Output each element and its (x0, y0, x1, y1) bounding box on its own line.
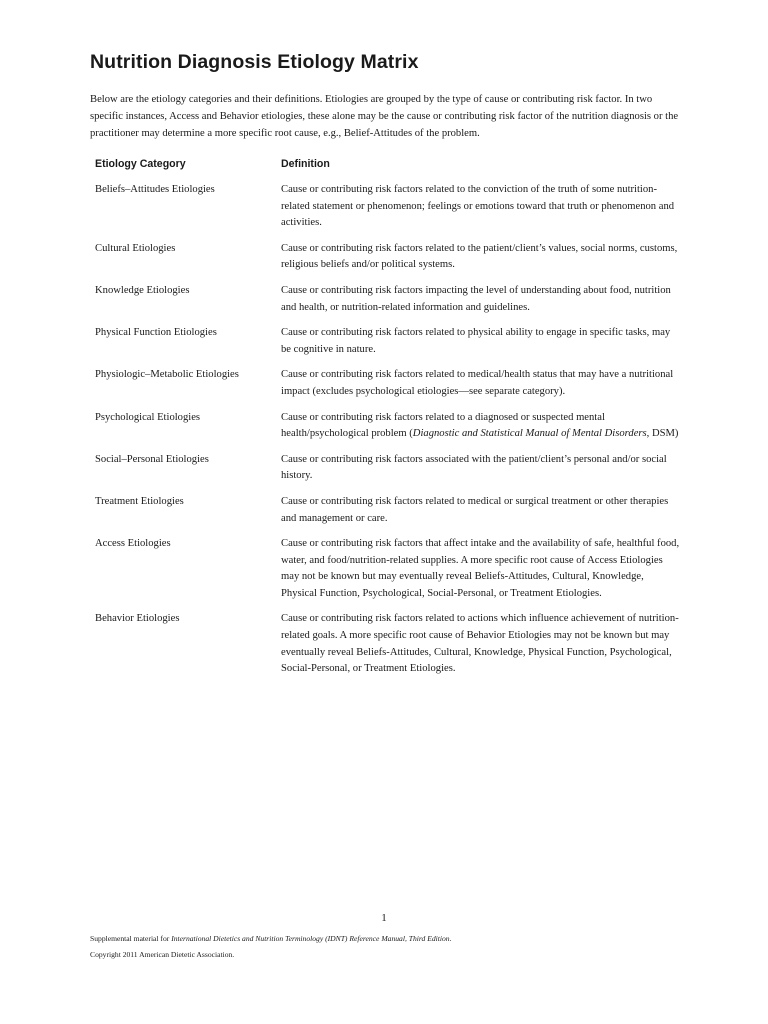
dsm-title-italic: Diagnostic and Statistical Manual of Mental Disorders (412, 428, 647, 440)
column-header-category: Etiology Category (95, 158, 186, 170)
table-row (90, 283, 690, 316)
etiology-definition (281, 410, 686, 443)
table-row (90, 241, 690, 274)
etiology-definition: Cause or contributing risk factors impacting the level of understanding about food, nutrition and health, or nutrition-related information and guidelines. (281, 284, 671, 313)
etiology-category: Beliefs–Attitudes Etiologies (95, 184, 215, 195)
page-title: Nutrition Diagnosis Etiology Matrix (90, 51, 419, 73)
definition-text: Cause or contributing risk factors related to a diagnosed or suspected mental health/psychological problem ( (281, 411, 605, 440)
table-row (90, 536, 690, 602)
page-number: 1 (381, 912, 387, 924)
etiology-category: Behavior Etiologies (95, 613, 180, 625)
table-row (90, 410, 690, 443)
etiology-definition: Cause or contributing risk factors related to physical ability to engage in specific tasks, may be cognitive in nature. (281, 327, 671, 355)
etiology-category: Social–Personal Etiologies (95, 453, 209, 465)
table-row (90, 325, 690, 358)
etiology-definition: Cause or contributing risk factors associated with the patient/client’s personal and/or social history. (281, 453, 667, 482)
etiology-definition: Cause or contributing risk factors related to the conviction of the truth of some nutrition-related statement or phenomenon; feelings or emotions toward that truth or phenomenon and activities. (281, 184, 675, 229)
table-header-row (90, 156, 690, 182)
intro-paragraph: Below are the etiology categories and their definitions. Etiologies are grouped by the type of cause or contributing risk factor. In two specific instances, Access and Behavior etiologies, these alone may be the cause or contributing risk factor of the nutrition diagnosis or the practitioner may determine a more specific root cause, e.g., Belief-Attitudes of the problem. (90, 94, 679, 139)
etiology-definition: Cause or contributing risk factors related to medical/health status that may have a nutritional impact (excludes psychological etiologies—see separate category). (281, 369, 674, 397)
table-row (90, 182, 690, 232)
footer-copyright: Copyright 2011 American Dietetic Association. (90, 950, 235, 959)
etiology-category: Knowledge Etiologies (95, 284, 190, 296)
etiology-definition: Cause or contributing risk factors related to actions which influence achievement of nutrition-related goals. A more specific root cause of Behavior Etiologies may not be known but may eventually reveal Beliefs-Attitudes, Cultural, Knowledge, Physical Function, Psychological, Social-Personal, or Treatment Etiologies. (281, 613, 679, 675)
footer-supplemental (90, 934, 452, 943)
etiology-category: Access Etiologies (95, 538, 171, 550)
etiology-definition: Cause or contributing risk factors related to medical or surgical treatment or other therapies and management or care. (281, 495, 669, 524)
column-header-definition: Definition (281, 158, 330, 170)
table-row (90, 367, 690, 400)
etiology-definition: Cause or contributing risk factors that affect intake and the availability of safe, healthful food, water, and food/nutrition-related supplies. A more specific root cause of Access Etiologies may not be known but may eventually reveal Beliefs-Attitudes, Cultural, Knowledge, Physical Function, Psychological, Social-Personal, or Treatment Etiologies. (281, 538, 680, 599)
etiology-category: Psychological Etiologies (95, 411, 201, 423)
etiology-category: Treatment Etiologies (95, 495, 184, 507)
etiology-category: Cultural Etiologies (95, 242, 176, 254)
footer-supplemental-prefix: Supplemental material for (90, 934, 172, 943)
definition-text: , DSM) (646, 428, 679, 440)
etiology-matrix-table (90, 156, 690, 687)
table-row (90, 494, 690, 527)
table-row (90, 452, 690, 485)
etiology-category: Physical Function Etiologies (95, 327, 217, 339)
table-row (90, 611, 690, 677)
etiology-category: Physiologic–Metabolic Etiologies (95, 369, 239, 381)
etiology-definition: Cause or contributing risk factors related to the patient/client’s values, social norms, customs, religious beliefs and/or political systems. (281, 242, 678, 271)
footer-manual-title: International Dietetics and Nutrition Terminology (IDNT) Reference Manual, Third Edition. (171, 934, 452, 943)
